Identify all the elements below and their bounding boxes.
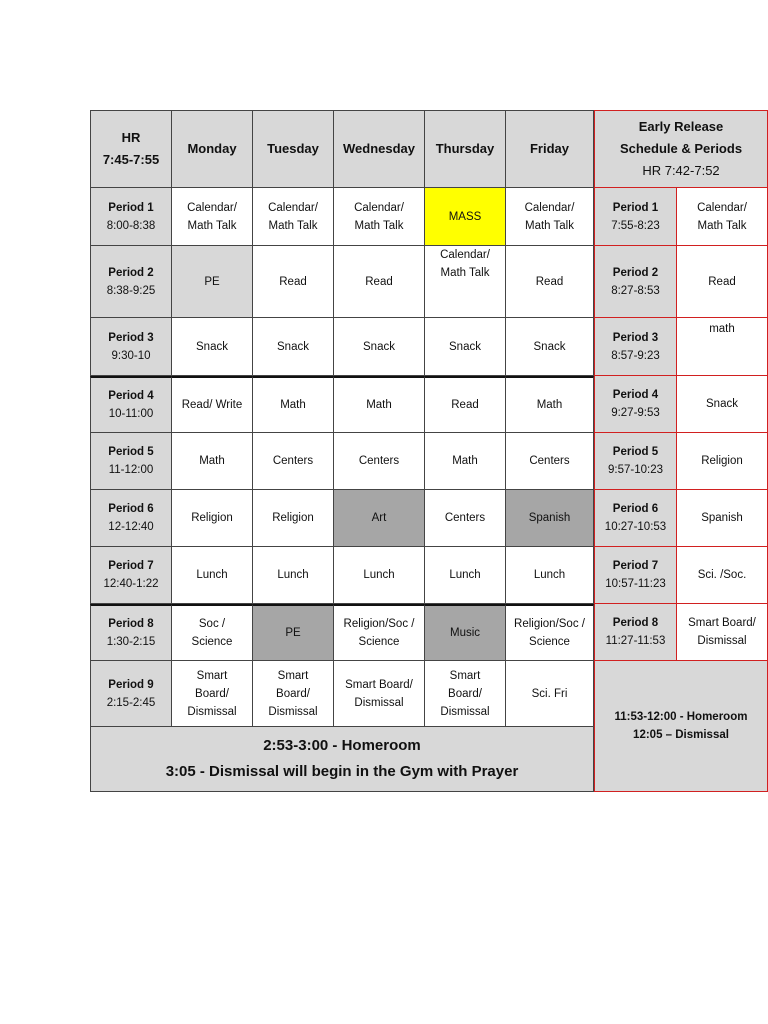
schedule-cell-text-line: Board/ xyxy=(276,687,310,700)
period-label: Period 9 xyxy=(108,678,154,691)
schedule-cell-text-line: Snack xyxy=(449,340,481,353)
er-footer-line: 11:53-12:00 - Homeroom xyxy=(614,711,748,723)
early-release-footer xyxy=(594,661,768,792)
er-period-label: Period 7 xyxy=(612,560,659,572)
schedule-cell xyxy=(253,547,334,604)
day-header-friday xyxy=(506,110,594,188)
er-activity-text-line: Read xyxy=(708,275,736,288)
schedule-cell xyxy=(172,604,253,661)
period-cell xyxy=(90,547,172,604)
schedule-cell xyxy=(506,376,594,433)
hr-label: HR xyxy=(121,130,141,145)
schedule-cell-text-line: Math xyxy=(536,399,563,411)
schedule-cell xyxy=(425,661,506,727)
early-release-period xyxy=(594,246,677,318)
schedule-cell xyxy=(334,188,425,246)
schedule-cell-text-line: Read xyxy=(451,399,479,411)
schedule-cell-text-line: Smart xyxy=(449,669,481,682)
schedule-cell xyxy=(506,246,594,318)
period-time: 12-12:40 xyxy=(108,521,154,533)
schedule-cell-text-line: Board/ xyxy=(195,687,229,700)
early-release-activity xyxy=(677,433,768,490)
schedule-cell-text-line: Religion/Soc / xyxy=(343,618,415,630)
er-period-time: 8:57-9:23 xyxy=(611,349,660,362)
schedule-cell-text-line: Centers xyxy=(444,512,486,524)
day-header-thursday xyxy=(425,110,506,188)
schedule-cell-text-line: Math Talk xyxy=(354,219,404,232)
er-activity-text-line: Smart Board/ xyxy=(688,617,756,629)
schedule-cell-text-line: Snack xyxy=(533,340,566,353)
schedule-cell xyxy=(425,547,506,604)
early-release-activity xyxy=(677,490,768,547)
schedule-cell xyxy=(425,246,506,318)
schedule-cell-text-line: Math Talk xyxy=(268,219,318,232)
er-period-time: 8:27-8:53 xyxy=(611,284,660,297)
er-period-label: Period 8 xyxy=(612,617,659,629)
schedule-cell-text-line: Science xyxy=(358,636,400,648)
schedule-cell-text-line: Science xyxy=(529,636,570,648)
early-release-period xyxy=(594,376,677,433)
schedule-cell xyxy=(253,246,334,318)
schedule-cell xyxy=(172,433,253,490)
schedule-cell-text-line: Dismissal xyxy=(354,696,404,709)
period-cell xyxy=(90,490,172,547)
schedule-cell-text-line: Snack xyxy=(196,340,228,353)
schedule-cell-text-line: Calendar/ xyxy=(268,201,318,214)
schedule-cell-text-line: Math xyxy=(280,399,306,411)
schedule-cell xyxy=(334,246,425,318)
schedule-cell xyxy=(334,490,425,547)
early-release-period xyxy=(594,433,677,490)
er-activity-text-line: Spanish xyxy=(701,512,743,524)
period-time: 11-12:00 xyxy=(108,464,154,476)
schedule-cell xyxy=(172,490,253,547)
period-label: Period 8 xyxy=(108,618,154,630)
schedule-cell-text-line: Math Talk xyxy=(187,219,237,232)
period-cell xyxy=(90,318,172,376)
schedule-cell-text-line: Read xyxy=(365,275,393,288)
period-time: 1:30-2:15 xyxy=(106,636,156,648)
schedule-cell-text-line: Dismissal xyxy=(187,705,237,718)
schedule-cell-text-line: Snack xyxy=(277,340,309,353)
early-release-activity xyxy=(677,318,768,376)
schedule-cell-text-line: Math Talk xyxy=(440,267,490,279)
schedule-cell xyxy=(506,547,594,604)
schedule-cell xyxy=(425,490,506,547)
day-header-tuesday xyxy=(253,110,334,188)
period-time: 10-11:00 xyxy=(108,408,154,420)
schedule-cell-text-line: Centers xyxy=(272,455,314,467)
schedule-cell-text-line: PE xyxy=(204,275,220,288)
schedule-cell xyxy=(334,433,425,490)
schedule-cell xyxy=(172,661,253,727)
schedule-cell xyxy=(172,318,253,376)
er-period-label: Period 6 xyxy=(612,503,659,515)
schedule-cell-text-line: Calendar/ xyxy=(354,201,404,214)
early-release-activity xyxy=(677,246,768,318)
er-activity-text-line: Dismissal xyxy=(697,635,747,647)
schedule-cell-text-line: Calendar/ xyxy=(187,201,237,214)
schedule-cell xyxy=(506,661,594,727)
schedule-cell xyxy=(425,376,506,433)
schedule-cell-text-line: Smart xyxy=(196,669,228,682)
schedule-cell xyxy=(253,433,334,490)
schedule-cell-text-line: Board/ xyxy=(448,687,482,700)
period-cell xyxy=(90,188,172,246)
early-release-activity xyxy=(677,604,768,661)
schedule-cell-text-line: Lunch xyxy=(277,569,309,581)
period-label: Period 3 xyxy=(108,331,154,344)
day-header-wednesday xyxy=(334,110,425,188)
early-release-period xyxy=(594,604,677,661)
period-label: Period 6 xyxy=(108,503,154,515)
dismissal-footer xyxy=(90,727,594,792)
schedule-cell-text-line: Lunch xyxy=(363,569,395,581)
schedule-cell xyxy=(506,604,594,661)
period-cell xyxy=(90,376,172,433)
period-time: 8:00-8:38 xyxy=(106,219,156,232)
early-release-title: Early Release xyxy=(638,119,724,134)
schedule-cell-text-line: Spanish xyxy=(528,512,571,524)
footer-dismissal: 3:05 - Dismissal will begin in the Gym with Prayer xyxy=(165,763,519,780)
early-release-period xyxy=(594,318,677,376)
hr-time: 7:45-7:55 xyxy=(102,152,160,167)
schedule-cell-text-line: Soc / xyxy=(198,618,226,630)
schedule-cell xyxy=(334,318,425,376)
day-header-monday xyxy=(172,110,253,188)
schedule-cell-text-line: Snack xyxy=(363,340,395,353)
schedule-cell-text-line: Read xyxy=(279,275,307,288)
period-cell xyxy=(90,246,172,318)
schedule-cell-text-line: Smart xyxy=(277,669,309,682)
schedule-cell xyxy=(506,433,594,490)
er-period-time: 10:57-11:23 xyxy=(605,578,666,590)
schedule-cell-text-line: Lunch xyxy=(449,569,481,581)
day-label: Tuesday xyxy=(267,141,319,156)
day-label: Thursday xyxy=(435,141,495,156)
schedule-cell-text-line: Music xyxy=(449,627,481,639)
day-label: Monday xyxy=(187,141,237,156)
period-cell xyxy=(90,433,172,490)
er-period-time: 9:57-10:23 xyxy=(608,464,663,476)
er-period-time: 9:27-9:53 xyxy=(611,407,660,419)
period-time: 9:30-10 xyxy=(111,349,151,362)
er-period-label: Period 1 xyxy=(612,201,659,214)
day-label: Wednesday xyxy=(342,141,415,156)
schedule-cell xyxy=(253,661,334,727)
er-period-label: Period 5 xyxy=(612,446,659,458)
schedule-cell-text-line: Sci. Fri xyxy=(531,687,568,700)
schedule-cell xyxy=(506,318,594,376)
er-period-time: 11:27-11:53 xyxy=(605,635,666,647)
schedule-cell xyxy=(425,188,506,246)
early-release-activity xyxy=(677,547,768,604)
schedule-cell xyxy=(425,433,506,490)
er-period-label: Period 2 xyxy=(612,266,659,279)
period-time: 8:38-9:25 xyxy=(106,284,156,297)
schedule-cell xyxy=(172,376,253,433)
period-label: Period 4 xyxy=(108,390,154,402)
early-release-header xyxy=(594,110,768,188)
period-label: Period 7 xyxy=(108,560,154,572)
er-footer-line: 12:05 – Dismissal xyxy=(633,729,729,741)
schedule-cell-text-line: Centers xyxy=(529,455,570,467)
schedule-cell-text-line: Lunch xyxy=(196,569,228,581)
schedule-cell xyxy=(425,604,506,661)
period-label: Period 1 xyxy=(108,201,154,214)
er-period-label: Period 3 xyxy=(612,331,659,344)
schedule-cell-text-line: Dismissal xyxy=(440,705,490,718)
schedule-cell-text-line: Lunch xyxy=(533,569,566,581)
schedule-cell xyxy=(425,318,506,376)
schedule-cell xyxy=(334,547,425,604)
schedule-cell-text-line: Art xyxy=(371,512,387,524)
er-period-time: 7:55-8:23 xyxy=(611,219,660,232)
schedule-cell xyxy=(334,376,425,433)
schedule-cell-text-line: Science xyxy=(191,636,233,648)
footer-homeroom: 2:53-3:00 - Homeroom xyxy=(263,737,421,754)
schedule-cell-text-line: Math xyxy=(366,399,392,411)
er-activity-text-line: Sci. /Soc. xyxy=(697,569,747,581)
early-release-activity xyxy=(677,188,768,246)
early-release-activity xyxy=(677,376,768,433)
er-period-label: Period 4 xyxy=(612,389,659,401)
schedule-cell-text-line: Math xyxy=(452,455,478,467)
er-activity-text-line: Calendar/ xyxy=(697,201,747,214)
er-activity-text-line: Snack xyxy=(706,398,738,410)
schedule-cell xyxy=(506,490,594,547)
er-activity-text-line: Religion xyxy=(701,455,743,467)
early-release-hr: HR 7:42-7:52 xyxy=(642,163,720,178)
early-release-subtitle: Schedule & Periods xyxy=(619,141,743,156)
schedule-cell-text-line: Religion/Soc / xyxy=(514,618,585,630)
er-period-time: 10:27-10:53 xyxy=(604,521,667,533)
schedule-cell-text-line: Math xyxy=(199,455,225,467)
schedule-cell-text-line: Read xyxy=(535,275,564,288)
schedule-cell xyxy=(253,490,334,547)
schedule-cell xyxy=(253,188,334,246)
schedule-cell xyxy=(506,188,594,246)
schedule-cell-text-line: Dismissal xyxy=(268,705,318,718)
period-label: Period 5 xyxy=(108,446,154,458)
schedule-cell-text-line: PE xyxy=(285,627,301,639)
schedule-cell-text-line: Religion xyxy=(191,512,233,524)
schedule-cell-text-line: Religion xyxy=(272,512,314,524)
schedule-cell xyxy=(253,376,334,433)
period-time: 2:15-2:45 xyxy=(106,696,156,709)
er-activity-text-line: Math Talk xyxy=(697,219,747,232)
period-time: 12:40-1:22 xyxy=(103,578,159,590)
schedule-cell xyxy=(334,661,425,727)
period-cell xyxy=(90,604,172,661)
period-label: Period 2 xyxy=(108,266,154,279)
schedule-cell-text-line: Calendar/ xyxy=(524,201,575,214)
schedule-cell-text-line: Math Talk xyxy=(524,219,574,232)
schedule-cell-text-line: Smart Board/ xyxy=(345,678,413,691)
er-activity-text-line: math xyxy=(709,323,735,335)
schedule-cell xyxy=(172,246,253,318)
schedule-cell xyxy=(253,318,334,376)
schedule-cell xyxy=(253,604,334,661)
early-release-period xyxy=(594,547,677,604)
early-release-period xyxy=(594,188,677,246)
early-release-period xyxy=(594,490,677,547)
schedule-cell-text-line: MASS xyxy=(448,210,482,223)
period-cell xyxy=(90,661,172,727)
hr-header xyxy=(90,110,172,188)
schedule-cell xyxy=(172,188,253,246)
schedule-cell xyxy=(334,604,425,661)
day-label: Friday xyxy=(529,141,569,156)
schedule-cell-text-line: Read/ Write xyxy=(181,399,243,411)
schedule-cell-text-line: Calendar/ xyxy=(440,249,490,261)
schedule-cell-text-line: Centers xyxy=(358,455,400,467)
schedule-cell xyxy=(172,547,253,604)
